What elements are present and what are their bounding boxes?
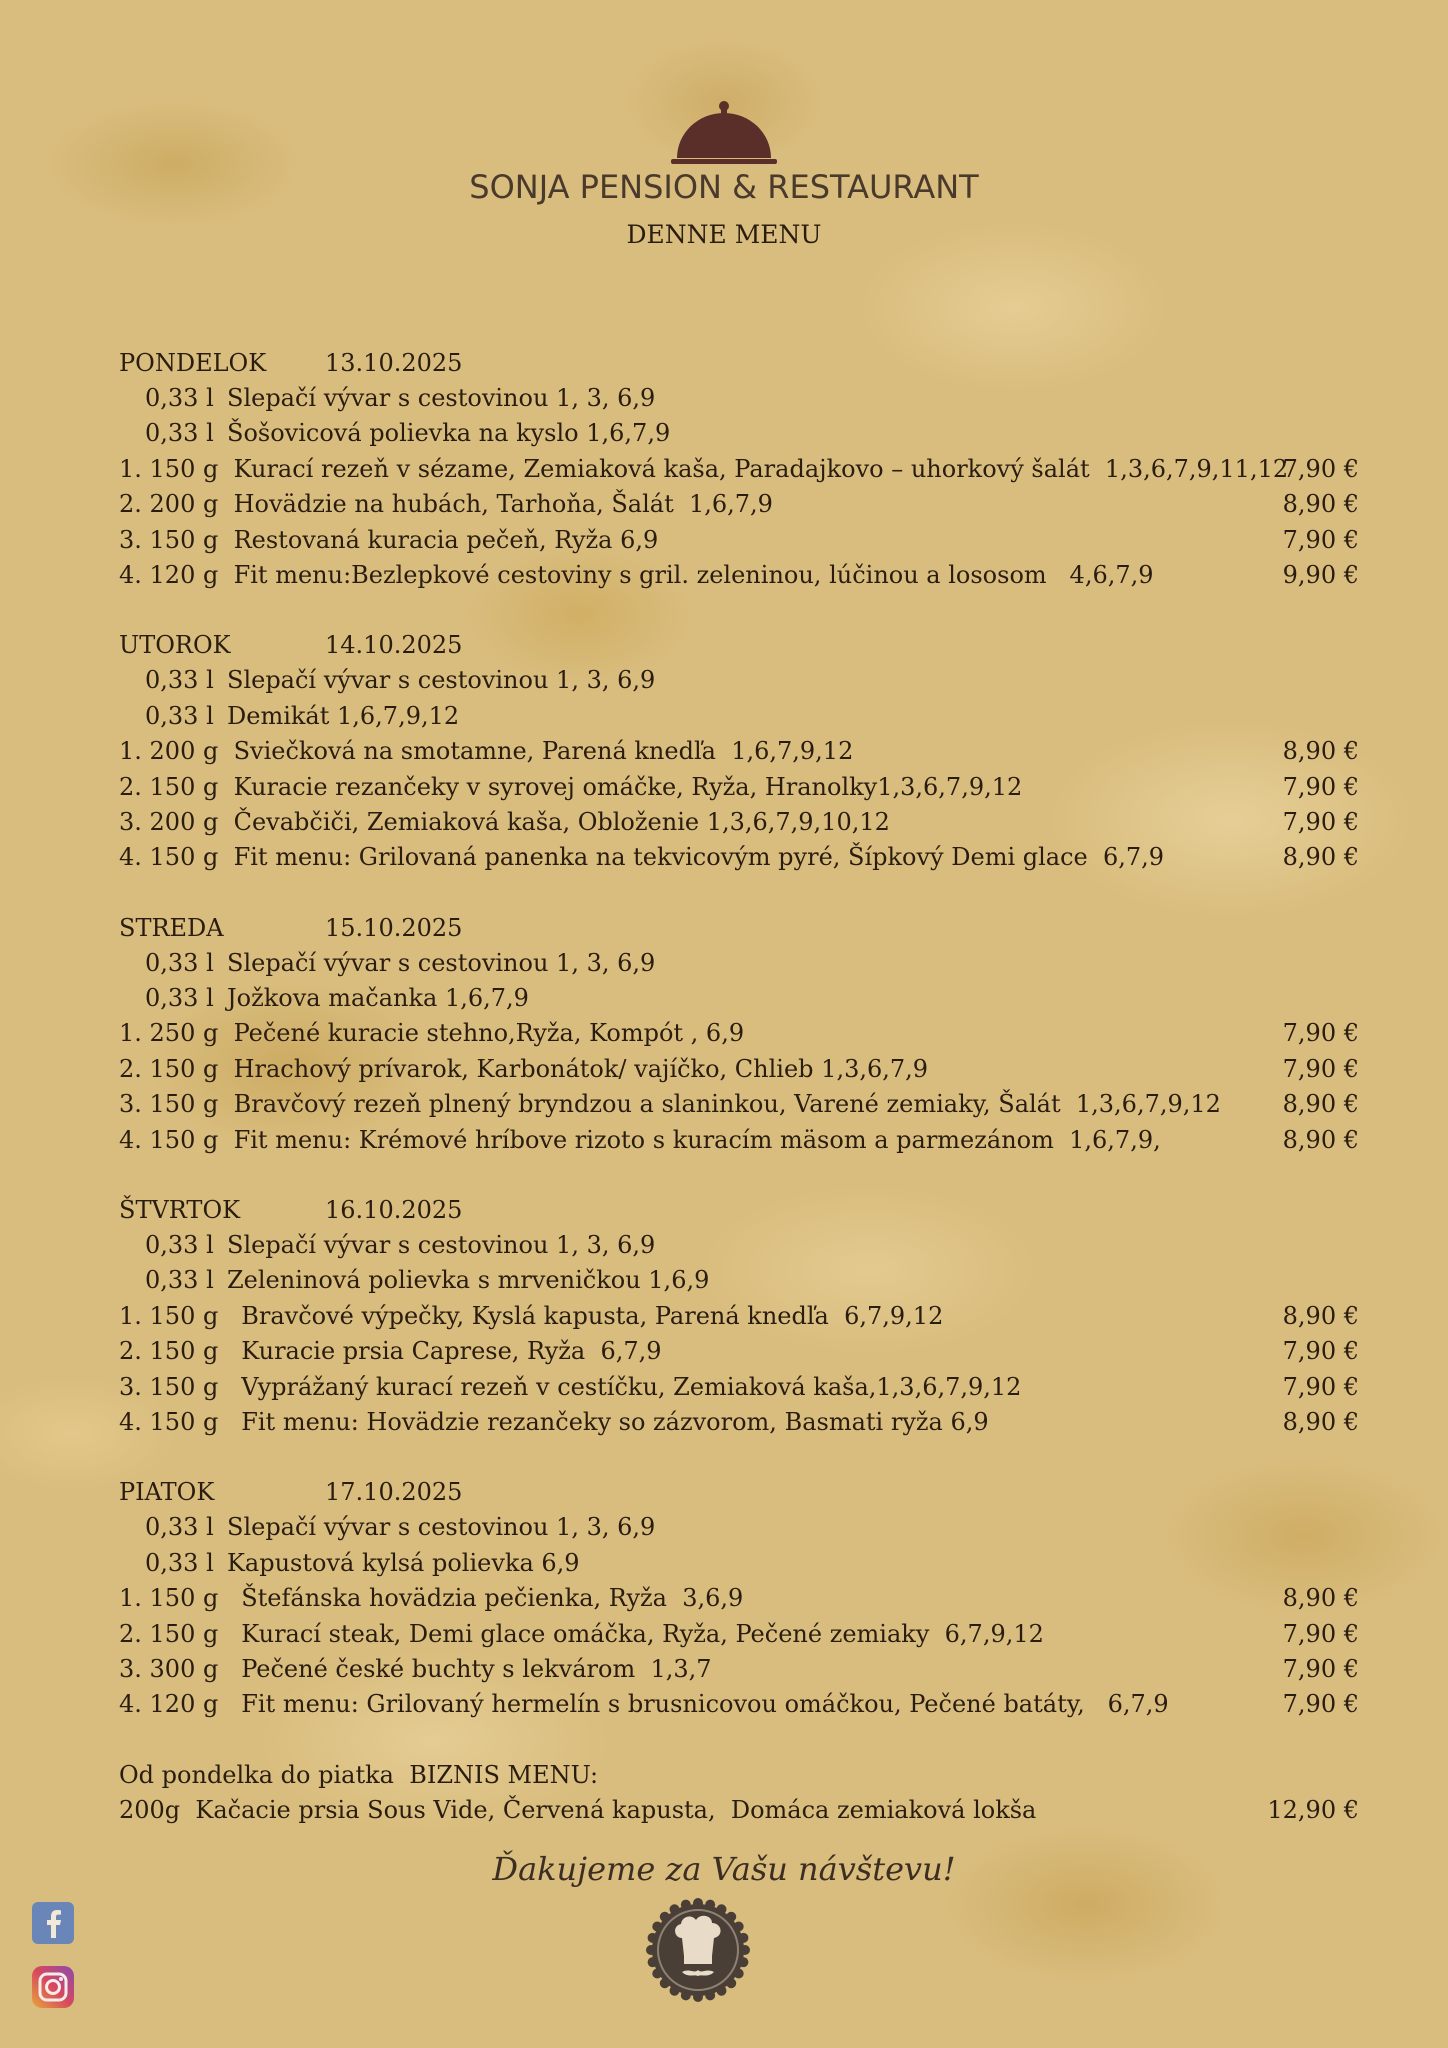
meal-name: 1. 150 g Bravčové výpečky, Kyslá kapusta, Parená knedľa 6,7,9,12 [119, 1301, 944, 1330]
soup-item [119, 946, 1359, 981]
soup-name: Demikát 1,6,7,9,12 [227, 701, 460, 730]
day-name: PONDELOK [119, 349, 267, 377]
thank-you-note: Ďakujeme za Vašu návštevu! [492, 1850, 956, 1888]
soup-name: Slepačí vývar s cestovinou 1, 3, 6,9 [227, 1513, 656, 1542]
day-date: 17.10.2025 [325, 1478, 463, 1507]
meal-price: 7,90 € [1282, 454, 1359, 483]
meal-item [119, 1405, 1359, 1440]
day-heading [119, 1475, 1359, 1510]
soup-quantity: 0,33 l [145, 666, 214, 695]
meal-item [119, 1052, 1359, 1087]
meal-item [119, 1299, 1359, 1334]
soup-quantity: 0,33 l [145, 948, 214, 977]
soup-item [119, 699, 1359, 734]
meal-price: 7,90 € [1282, 1654, 1359, 1683]
meal-item [119, 1370, 1359, 1405]
meal-item [119, 734, 1359, 769]
meal-name: 2. 150 g Kurací steak, Demi glace omáčka, Ryža, Pečené zemiaky 6,7,9,12 [119, 1619, 1044, 1648]
soup-quantity: 0,33 l [145, 419, 214, 448]
meal-item [119, 1617, 1359, 1652]
soup-name: Slepačí vývar s cestovinou 1, 3, 6,9 [227, 666, 656, 695]
restaurant-name: SONJA PENSION & RESTAURANT [469, 168, 979, 206]
meal-price: 7,90 € [1282, 1019, 1359, 1048]
soup-item [119, 416, 1359, 451]
meal-price: 7,90 € [1282, 1337, 1359, 1366]
day-section [119, 1193, 1359, 1440]
meal-price: 8,90 € [1282, 1584, 1359, 1613]
soup-quantity: 0,33 l [145, 1266, 214, 1295]
meal-item [119, 1687, 1359, 1722]
soup-quantity: 0,33 l [145, 1231, 214, 1260]
meal-item [119, 1334, 1359, 1369]
business-dish: 200g Kačacie prsia Sous Vide, Červená kapusta, Domáca zemiaková lokša [119, 1795, 1037, 1824]
day-name: UTOROK [119, 631, 231, 660]
day-section [119, 911, 1359, 1158]
meal-item [119, 1016, 1359, 1051]
meal-price: 7,90 € [1282, 807, 1359, 836]
chef-hat-icon [646, 1898, 750, 2002]
business-price: 12,90 € [1267, 1795, 1359, 1824]
day-section [119, 628, 1359, 875]
meal-price: 8,90 € [1282, 1125, 1359, 1154]
day-name: ŠTVRTOK [119, 1196, 241, 1225]
meal-item [119, 452, 1359, 487]
facebook-icon[interactable] [32, 1902, 74, 1944]
soup-item [119, 381, 1359, 416]
weekly-menu [119, 346, 1359, 1863]
soup-item [119, 1228, 1359, 1263]
meal-item [119, 805, 1359, 840]
soup-quantity: 0,33 l [145, 1548, 214, 1577]
meal-name: 4. 150 g Fit menu: Hovädzie rezančeky so zázvorom, Basmati ryža 6,9 [119, 1407, 989, 1436]
meal-name: 4. 150 g Fit menu: Grilovaná panenka na tekvicovým pyré, Šípkový Demi glace 6,7,9 [119, 843, 1165, 872]
soup-item [119, 1510, 1359, 1545]
meal-name: 1. 250 g Pečené kuracie stehno,Ryža, Kompót , 6,9 [119, 1019, 745, 1048]
business-heading: Od pondelka do piatka BIZNIS MENU: [119, 1760, 599, 1789]
meal-name: 4. 150 g Fit menu: Krémové hríbove rizoto s kuracím mäsom a parmezánom 1,6,7,9, [119, 1125, 1161, 1154]
soup-quantity: 0,33 l [145, 384, 214, 412]
meal-name: 1. 200 g Sviečková na smotamne, Parená knedľa 1,6,7,9,12 [119, 737, 854, 766]
instagram-icon[interactable] [32, 1966, 74, 2008]
soup-item [119, 663, 1359, 698]
business-menu [119, 1758, 1359, 1828]
day-date: 16.10.2025 [325, 1196, 463, 1225]
soup-name: Šošovicová polievka na kyslo 1,6,7,9 [227, 419, 671, 448]
day-section [119, 346, 1359, 593]
meal-name: 4. 120 g Fit menu:Bezlepkové cestoviny s gril. zeleninou, lúčinou a lososom 4,6,7,9 [119, 560, 1154, 589]
meal-price: 7,90 € [1282, 1372, 1359, 1401]
day-heading [119, 628, 1359, 663]
meal-item [119, 523, 1359, 558]
meal-price: 8,90 € [1282, 843, 1359, 872]
business-item [119, 1793, 1359, 1828]
meal-item [119, 1087, 1359, 1122]
day-name: STREDA [119, 913, 224, 942]
meal-item [119, 558, 1359, 593]
meal-name: 3. 150 g Restovaná kuracia pečeň, Ryža 6,9 [119, 525, 659, 554]
meal-name: 2. 150 g Hrachový prívarok, Karbonátok/ vajíčko, Chlieb 1,3,6,7,9 [119, 1054, 929, 1083]
meal-name: 3. 300 g Pečené české buchty s lekvárom 1,3,7 [119, 1654, 712, 1683]
meal-price: 8,90 € [1282, 1090, 1359, 1119]
soup-name: Kapustová kylsá polievka 6,9 [227, 1548, 580, 1577]
meal-name: 1. 150 g Kurací rezeň v sézame, Zemiaková kaša, Paradajkovo – uhorkový šalát 1,3,6,7,9,11,12 [119, 454, 1289, 483]
meal-price: 7,90 € [1282, 772, 1359, 801]
day-heading [119, 911, 1359, 946]
day-date: 14.10.2025 [325, 631, 463, 660]
meal-item [119, 1123, 1359, 1158]
meal-item [119, 487, 1359, 522]
day-heading [119, 1193, 1359, 1228]
meal-price: 8,90 € [1282, 1407, 1359, 1436]
meal-price: 7,90 € [1282, 525, 1359, 554]
meal-name: 4. 120 g Fit menu: Grilovaný hermelín s brusnicovou omáčkou, Pečené batáty, 6,7,9 [119, 1690, 1169, 1719]
menu-subtitle: DENNE MENU [626, 220, 822, 249]
day-name: PIATOK [119, 1478, 215, 1507]
meal-item [119, 1652, 1359, 1687]
meal-name: 2. 200 g Hovädzie na hubách, Tarhoňa, Šalát 1,6,7,9 [119, 490, 773, 519]
meal-name: 3. 200 g Čevabčiči, Zemiaková kaša, Obloženie 1,3,6,7,9,10,12 [119, 807, 890, 836]
meal-item [119, 1581, 1359, 1616]
meal-price: 9,90 € [1282, 560, 1359, 589]
meal-price: 8,90 € [1282, 490, 1359, 519]
meal-price: 7,90 € [1282, 1690, 1359, 1719]
meal-name: 2. 150 g Kuracie rezančeky v syrovej omáčke, Ryža, Hranolky1,3,6,7,9,12 [119, 772, 1023, 801]
header [0, 100, 1448, 249]
meal-price: 7,90 € [1282, 1619, 1359, 1648]
soup-quantity: 0,33 l [145, 984, 214, 1013]
cloche-icon [669, 100, 779, 166]
soup-name: Slepačí vývar s cestovinou 1, 3, 6,9 [227, 1231, 656, 1260]
soup-name: Slepačí vývar s cestovinou 1, 3, 6,9 [227, 948, 656, 977]
soup-quantity: 0,33 l [145, 701, 214, 730]
soup-item [119, 1263, 1359, 1298]
day-date: 15.10.2025 [325, 913, 463, 942]
meal-name: 3. 150 g Bravčový rezeň plnený bryndzou a slaninkou, Varené zemiaky, Šalát 1,3,6,7,9,12 [119, 1090, 1221, 1119]
soup-name: Zeleninová polievka s mrveničkou 1,6,9 [227, 1266, 710, 1295]
meal-price: 7,90 € [1282, 1054, 1359, 1083]
meal-item [119, 840, 1359, 875]
day-heading [119, 346, 1359, 381]
meal-price: 8,90 € [1282, 1301, 1359, 1330]
day-section [119, 1475, 1359, 1722]
meal-name: 3. 150 g Vyprážaný kurací rezeň v cestíčku, Zemiaková kaša,1,3,6,7,9,12 [119, 1372, 1022, 1401]
meal-price: 8,90 € [1282, 737, 1359, 766]
day-date: 13.10.2025 [325, 349, 463, 377]
soup-item [119, 1546, 1359, 1581]
meal-name: 1. 150 g Štefánska hovädzia pečienka, Ryža 3,6,9 [119, 1584, 744, 1613]
soup-item [119, 981, 1359, 1016]
meal-item [119, 770, 1359, 805]
soup-name: Slepačí vývar s cestovinou 1, 3, 6,9 [227, 384, 656, 412]
meal-name: 2. 150 g Kuracie prsia Caprese, Ryža 6,7,9 [119, 1337, 662, 1366]
soup-name: Jožkova mačanka 1,6,7,9 [227, 984, 529, 1013]
soup-quantity: 0,33 l [145, 1513, 214, 1542]
